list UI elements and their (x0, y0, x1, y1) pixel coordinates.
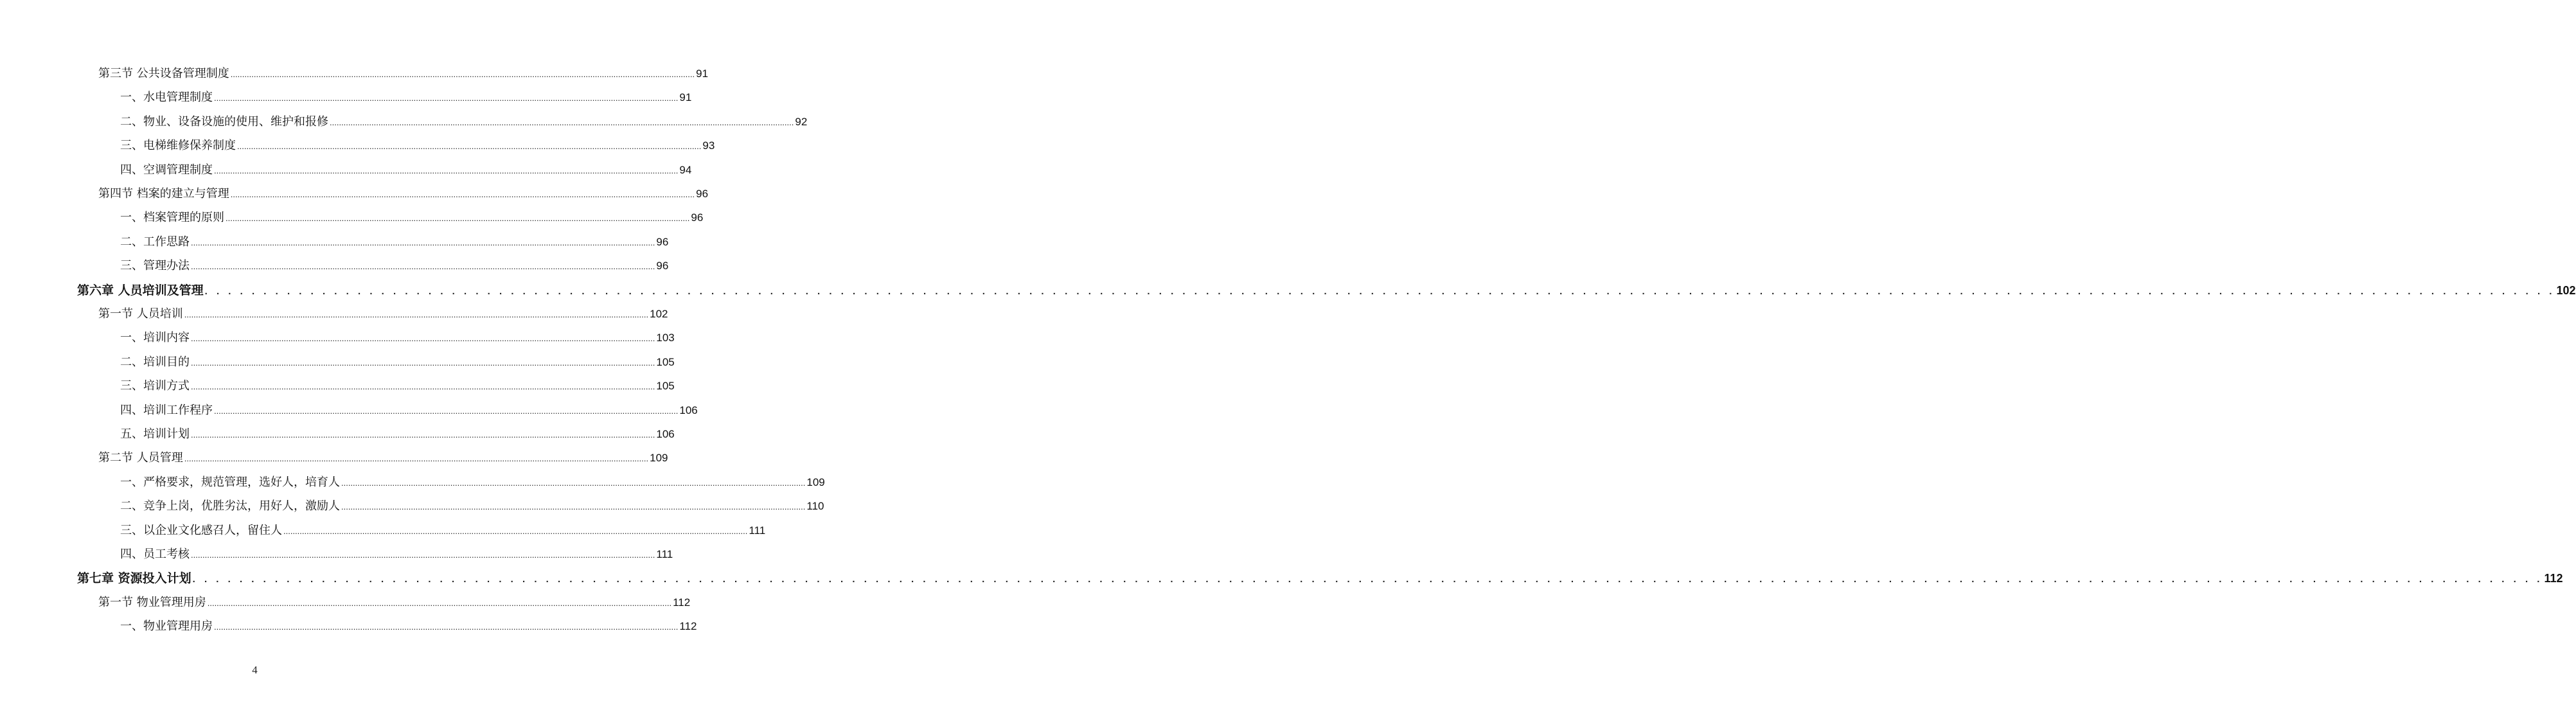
toc-entry-title: 四、空调管理制度 (120, 163, 213, 177)
page-number: 4 (252, 664, 258, 676)
toc-leader-dots: ........................................................................................................................................................................................................ (191, 357, 655, 368)
toc-entry-title: 二、培训目的 (120, 355, 190, 369)
toc-subsection-entry[interactable] (120, 136, 715, 156)
toc-leader-dots: ........................................................................................................................................................................................................ (214, 405, 679, 416)
toc-entry-page: 94 (679, 163, 692, 176)
toc-subsection-entry[interactable] (120, 377, 675, 396)
toc-entry-page: 96 (691, 211, 704, 224)
toc-entry-page: 112 (673, 596, 691, 609)
toc-leader-dots: ........................................................................................................................................................................................................ (283, 526, 748, 536)
toc-subsection-entry[interactable] (120, 425, 675, 444)
toc-leader-dots: ........................................................................................................................................................................................................ (191, 430, 655, 440)
toc-leader-dots: ........................................................................................................................................................................................................ (214, 622, 679, 632)
toc-subsection-entry[interactable] (120, 521, 766, 540)
toc-entry-page: 96 (656, 235, 669, 248)
toc-entry-page: 102 (650, 308, 668, 320)
toc-leader-dots: ........................................................................................................................................................................................................ (191, 262, 655, 272)
toc-entry-title: 第六章 人员培训及管理 (77, 283, 204, 298)
toc-entry-title: 三、培训方式 (120, 379, 190, 393)
toc-leader-dots: ........................................................................................................................................................................................................ (191, 334, 655, 344)
toc-subsection-entry[interactable] (120, 256, 669, 276)
toc-entry-title: 一、培训内容 (120, 331, 190, 345)
toc-subsection-entry[interactable] (120, 473, 825, 492)
toc-leader-dots: ........................................................................................................................................................................................................ (330, 117, 794, 127)
toc-entry-title: 四、员工考核 (120, 547, 190, 561)
toc-entry-title: 三、以企业文化感召人，留住人 (120, 523, 282, 537)
toc-entry-page: 96 (656, 260, 669, 272)
toc-section-entry[interactable] (98, 449, 668, 468)
toc-subsection-entry[interactable] (120, 617, 697, 636)
toc-subsection-entry[interactable] (120, 497, 824, 516)
toc-entry-title: 二、物业、设备设施的使用、维护和报修 (120, 114, 328, 129)
toc-subsection-entry[interactable] (120, 88, 692, 107)
toc-section-entry[interactable] (98, 305, 668, 324)
toc-entry-page: 105 (656, 380, 675, 393)
toc-entry-title: 第三节 公共设备管理制度 (98, 67, 229, 80)
toc-leader-dots: ........................................................................................................................................................................................................ (230, 190, 695, 199)
toc-leader-dots: ........................................................................................................................................................................................................ (214, 165, 679, 175)
toc-leader-dots: . . . . . . . . . . . . . . . . . . . . . . . . . . . . . . . . . . . . . . . . . . . . . . . . . . . . . . . . . . . . . . . . . . . . . . . . . . . . . . . . . . . . . . . . . . . . . . . . . . . . . . . . . . . . . . . . . . . . . . . . . . . . . . . . . . . . . . . . . . . . . . . . . . . . . . . . . . . . . . . . . . . . . . . . . . . . . . . . . . . . . . . . . . . . . . . . . . . . . . . . (192, 574, 2543, 585)
toc-leader-dots: ........................................................................................................................................................................................................ (341, 502, 806, 512)
toc-entry-title: 一、水电管理制度 (120, 91, 213, 105)
toc-chapter-entry[interactable] (77, 569, 2563, 588)
toc-entry-title: 第二节 人员管理 (98, 451, 183, 465)
toc-leader-dots: ........................................................................................................................................................................................................ (191, 550, 655, 560)
toc-subsection-entry[interactable] (120, 161, 692, 180)
toc-leader-dots: ........................................................................................................................................................................................................ (214, 93, 679, 103)
toc-subsection-entry[interactable] (120, 353, 675, 372)
toc-entry-page: 103 (656, 332, 675, 344)
toc-entry-page: 93 (702, 139, 715, 152)
toc-entry-page: 110 (806, 500, 824, 513)
toc-entry-page: 109 (650, 452, 668, 465)
toc-subsection-entry[interactable] (120, 233, 669, 252)
toc-entry-page: 92 (795, 115, 808, 128)
toc-entry-page: 106 (656, 428, 675, 440)
toc-entry-title: 第七章 资源投入计划 (77, 571, 191, 586)
toc-leader-dots: ........................................................................................................................................................................................................ (191, 382, 655, 392)
toc-entry-page: 96 (696, 188, 709, 200)
toc-leader-dots: ........................................................................................................................................................................................................ (226, 213, 690, 224)
toc-leader-dots: ........................................................................................................................................................................................................ (191, 237, 655, 247)
toc-leader-dots: ........................................................................................................................................................................................................ (237, 141, 702, 152)
toc-entry-page: 105 (656, 355, 675, 368)
toc-entry-title: 一、物业管理用房 (120, 619, 213, 634)
toc-leader-dots: . . . . . . . . . . . . . . . . . . . . . . . . . . . . . . . . . . . . . . . . . . . . . . . . . . . . . . . . . . . . . . . . . . . . . . . . . . . . . . . . . . . . . . . . . . . . . . . . . . . . . . . . . . . . . . . . . . . . . . . . . . . . . . . . . . . . . . . . . . . . . . . . . . . . . . . . . . . . . . . . . . . . . . . . . . . . . . . . . . . . . . . . . . . . . . . . . . . . . . . . (204, 285, 2555, 297)
toc-entry-title: 三、电梯维修保养制度 (120, 139, 236, 153)
toc-entry-page: 109 (806, 476, 825, 488)
toc-entry-title: 一、严格要求，规范管理，选好人，培育人 (120, 475, 340, 489)
toc-entry-page: 111 (656, 548, 673, 560)
toc-subsection-entry[interactable] (120, 208, 704, 227)
toc-subsection-entry[interactable] (120, 401, 698, 420)
toc-entry-title: 五、培训计划 (120, 427, 190, 441)
toc-entry-title: 第一节 人员培训 (98, 307, 183, 321)
toc-chapter-entry[interactable] (77, 281, 2576, 300)
toc-section-entry[interactable] (98, 64, 709, 84)
toc-entry-title: 第四节 档案的建立与管理 (98, 187, 229, 200)
toc-entry-title: 一、档案管理的原则 (120, 211, 224, 225)
toc-entry-page: 106 (679, 404, 698, 416)
toc-entry-title: 四、培训工作程序 (120, 403, 213, 417)
toc-entry-title: 三、管理办法 (120, 259, 190, 273)
toc-subsection-entry[interactable] (120, 328, 675, 348)
toc-section-entry[interactable] (98, 184, 709, 204)
toc-subsection-entry[interactable] (120, 112, 808, 132)
toc-entry-page: 102 (2556, 283, 2576, 297)
toc-entry-title: 二、竞争上岗，优胜劣汰，用好人，激励人 (120, 499, 340, 513)
toc-leader-dots: ........................................................................................................................................................................................................ (184, 454, 649, 464)
toc-leader-dots: ........................................................................................................................................................................................................ (230, 69, 695, 79)
toc-leader-dots: ........................................................................................................................................................................................................ (207, 598, 672, 608)
toc-subsection-entry[interactable] (120, 545, 673, 564)
toc-entry-page: 112 (2544, 572, 2563, 585)
toc-entry-page: 91 (696, 67, 709, 80)
toc-section-entry[interactable] (98, 593, 691, 612)
toc-entry-title: 二、工作思路 (120, 235, 190, 249)
toc-leader-dots: ........................................................................................................................................................................................................ (341, 477, 806, 488)
toc-entry-page: 112 (679, 620, 697, 633)
toc-entry-page: 111 (749, 524, 766, 537)
toc-entry-page: 91 (679, 91, 692, 104)
toc-leader-dots: ........................................................................................................................................................................................................ (184, 310, 649, 319)
toc-entry-title: 第一节 物业管理用房 (98, 595, 206, 609)
